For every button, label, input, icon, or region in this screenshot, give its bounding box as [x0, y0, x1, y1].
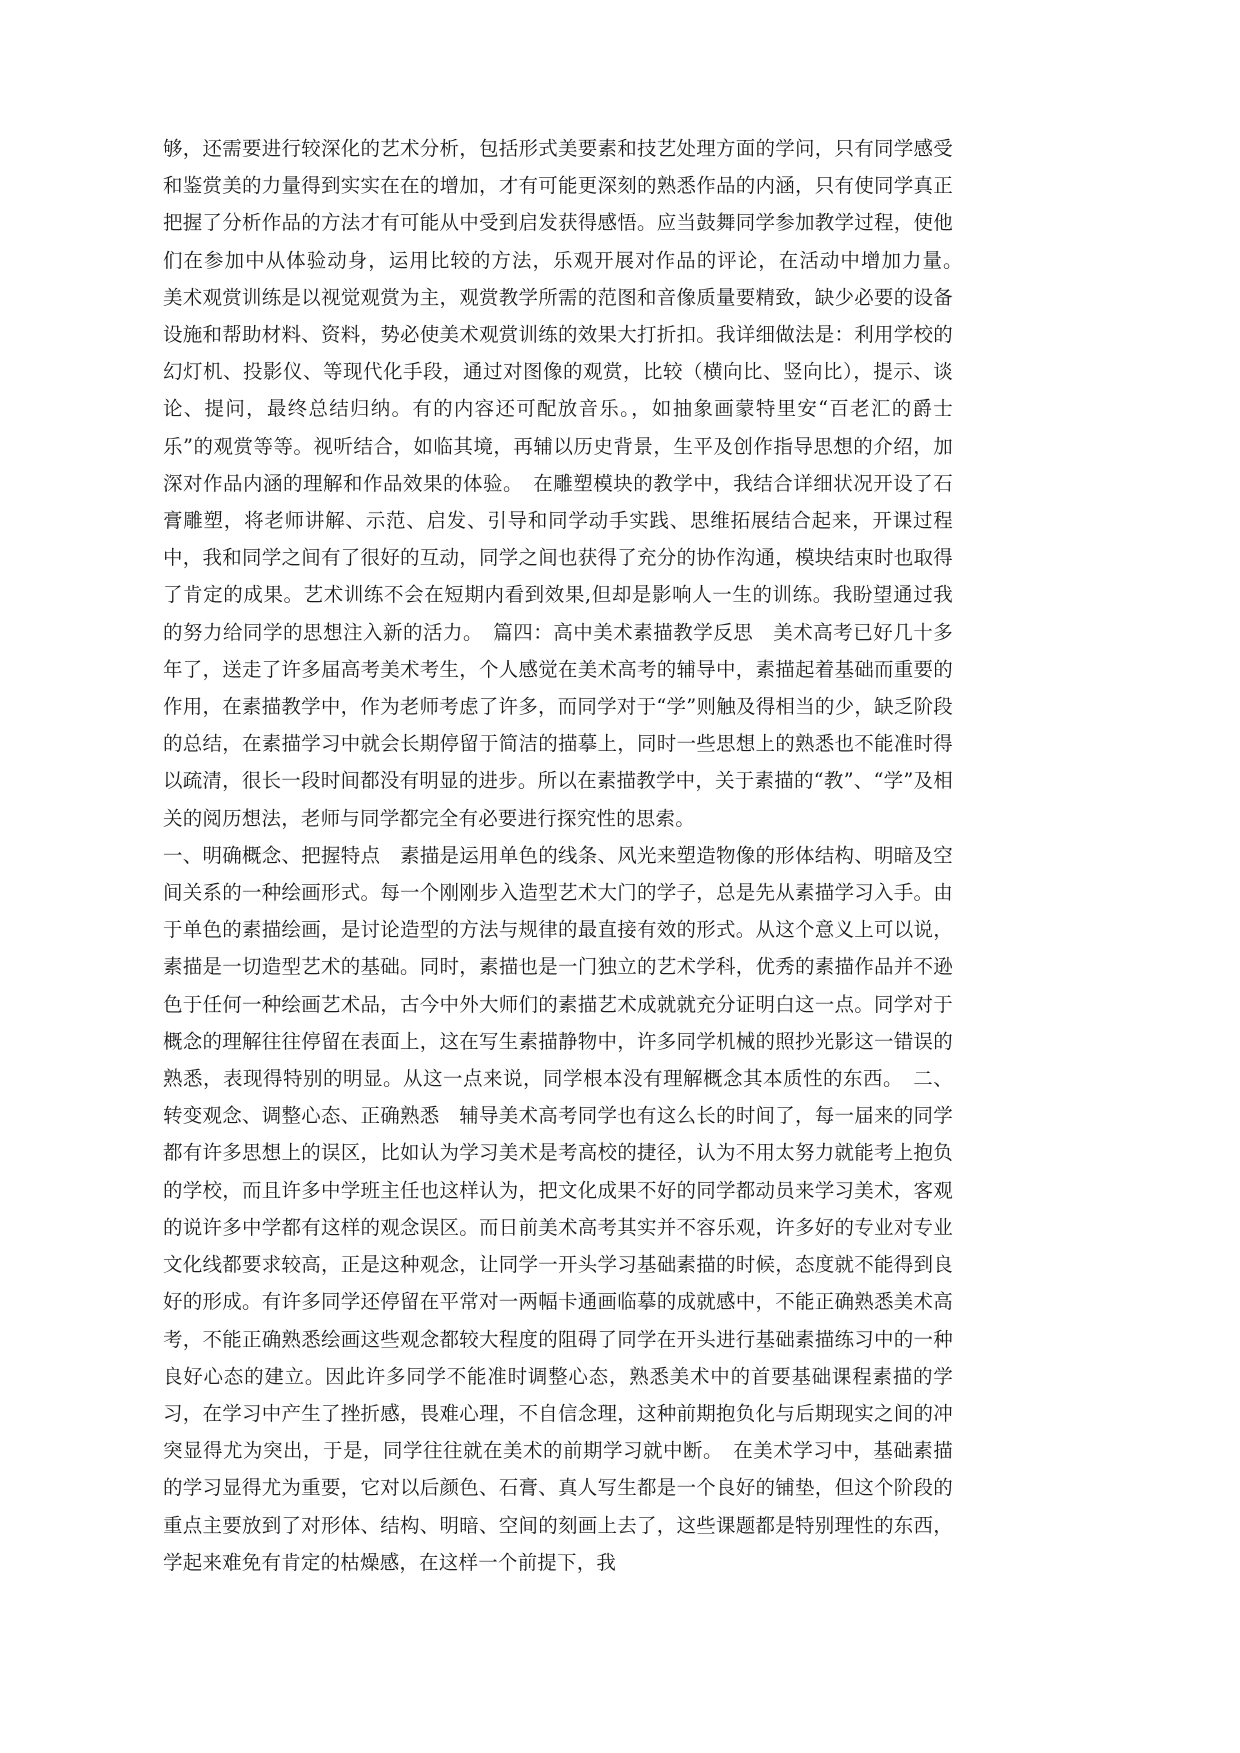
- paragraph-1: 够，还需要进行较深化的艺术分析，包括形式美要素和技艺处理方面的学问，只有同学感受和鉴赏美的力量得到实实在在的增加，才有可能更深刻的熟悉作品的内涵，只有使同学真正把握了分析作品的方法才有可能从中受到启发获得感悟。应当鼓舞同学参加教学过程，使他们在参加中从体验动身，运用比较的方法，乐观开展对作品的评论，在活动中增加力量。 美术观赏训练是以视觉观赏为主，观赏教学所需的范图和音像质量要精致，缺少必要的设备设施和帮助材料、资料，势必使美术观赏训练的效果大打折扣。我详细做法是：利用学校的幻灯机、投影仪、等现代化手段，通过对图像的观赏，比较（横向比、竖向比），提示、谈论、提问，最终总结归纳。有的内容还可配放音乐。，如抽象画蒙特里安“百老汇的爵士乐”的观赏等等。视听结合，如临其境，再辅以历史背景，生平及创作指导思想的介绍，加深对作品内涵的理解和作品效果的体验。 在雕塑模块的教学中，我结合详细状况开设了石膏雕塑，将老师讲解、示范、启发、引导和同学动手实践、思维拓展结合起来，开课过程中，我和同学之间有了很好的互动，同学之间也获得了充分的协作沟通，模块结束时也取得了肯定的成果。艺术训练不会在短期内看到效果,但却是影响人一生的训练。我盼望通过我的努力给同学的思想注入新的活力。 篇四：高中美术素描教学反思 美术高考已好几十多年了，送走了许多届高考美术考生，个人感觉在美术高考的辅导中，素描起着基础而重要的作用，在素描教学中，作为老师考虑了许多，而同学对于“学”则触及得相当的少，缺乏阶段的总结，在素描学习中就会长期停留于简洁的描摹上，同时一些思想上的熟悉也不能准时得以疏清，很长一段时间都没有明显的进步。所以在素描教学中，关于素描的“教”、“学”及相关的阅历想法，老师与同学都完全有必要进行探究性的思索。: [163, 137, 973, 830]
- paragraph-2: 一、明确概念、把握特点 素描是运用单色的线条、风光来塑造物像的形体结构、明暗及空间关系的一种绘画形式。每一个刚刚步入造型艺术大门的学子，总是先从素描学习入手。由于单色的素描绘画，是讨论造型的方法与规律的最直接有效的形式。从这个意义上可以说，素描是一切造型艺术的基础。同时，素描也是一门独立的艺术学科，优秀的素描作品并不逊色于任何一种绘画艺术品，古今中外大师们的素描艺术成就就充分证明白这一点。同学对于概念的理解往往停留在表面上，这在写生素描静物中，许多同学机械的照抄光影这一错误的熟悉，表现得特别的明显。从这一点来说，同学根本没有理解概念其本质性的东西。 二、转变观念、调整心态、正确熟悉 辅导美术高考同学也有这么长的时间了，每一届来的同学都有许多思想上的误区，比如认为学习美术是考高校的捷径，认为不用太努力就能考上抱负的学校，而且许多中学班主任也这样认为，把文化成果不好的同学都动员来学习美术，客观的说许多中学都有这样的观念误区。而日前美术高考其实并不容乐观，许多好的专业对专业文化线都要求较高，正是这种观念，让同学一开头学习基础素描的时候，态度就不能得到良好的形成。有许多同学还停留在平常对一两幅卡通画临摹的成就感中，不能正确熟悉美术高考，不能正确熟悉绘画这些观念都较大程度的阻碍了同学在开头进行基础素描练习中的一种良好心态的建立。因此许多同学不能准时调整心态，熟悉美术中的首要基础课程素描的学习，在学习中产生了挫折感，畏难心理，不自信念理，这种前期抱负化与后期现实之间的冲突显得尤为突出，于是，同学往往就在美术的前期学习就中断。 在美术学习中，基础素描的学习显得尤为重要，它对以后颜色、石膏、真人写生都是一个良好的铺垫，但这个阶段的重点主要放到了对形体、结构、明暗、空间的刻画上去了，这些课题都是特别理性的东西，学起来难免有肯定的枯燥感，在这样一个前提下，我: [163, 843, 953, 1574]
- page-content: [163, 130, 973, 1581]
